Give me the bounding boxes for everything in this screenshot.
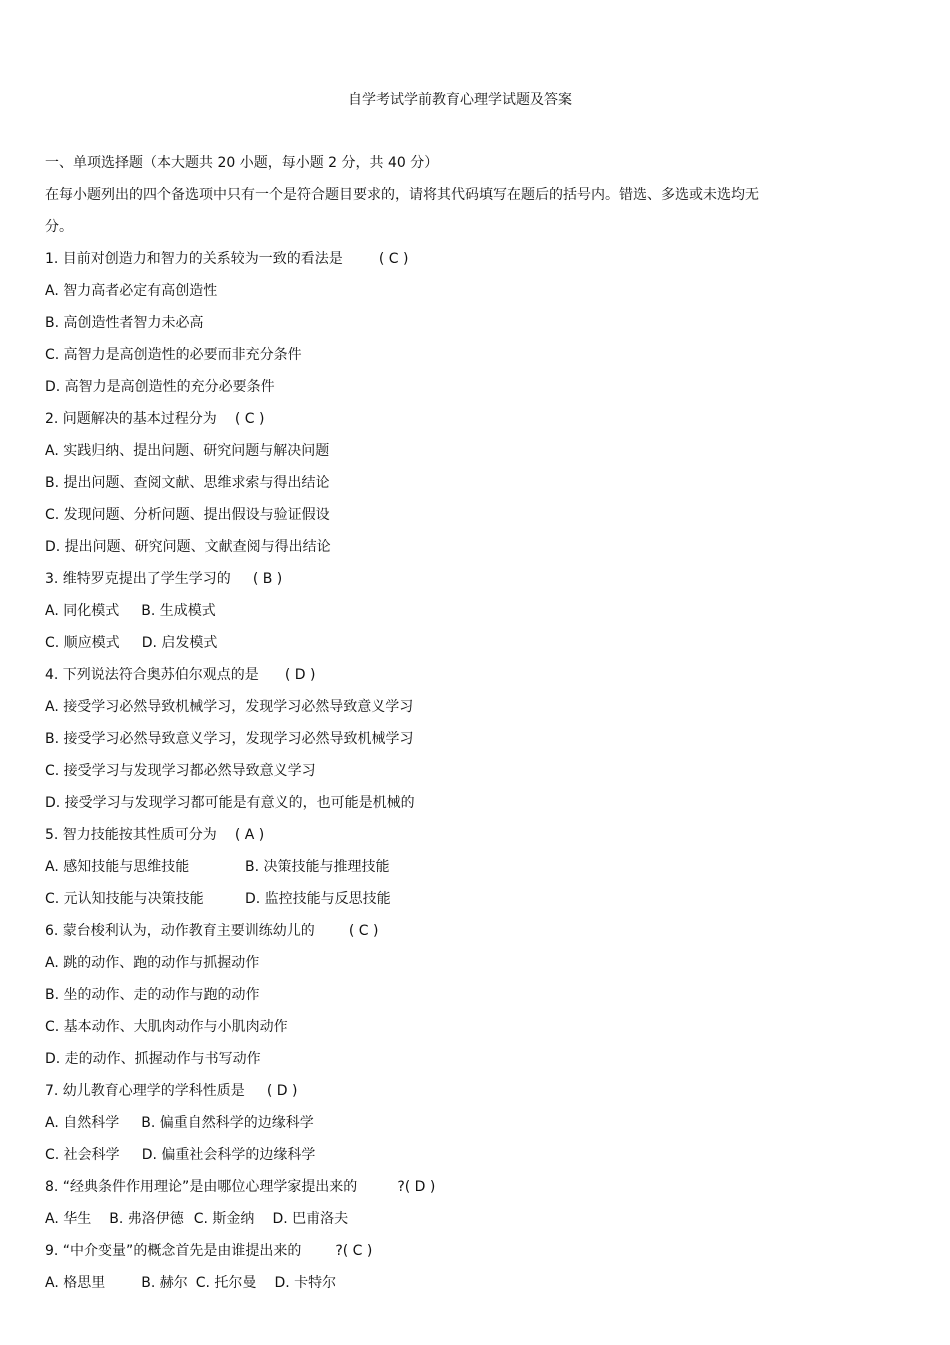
question-8-stem (45, 1176, 865, 1208)
question-stem: 5. 智力技能按其性质可分为 (45, 827, 217, 843)
option-line (45, 632, 865, 664)
option-line: D. 走的动作、抓握动作与书写动作 (45, 1051, 261, 1067)
option-line (45, 600, 865, 632)
question-answer: ?( D ) (397, 1179, 436, 1195)
option-d: D. 偏重社会科学的边缘科学 (141, 1147, 316, 1163)
question-5-stem (45, 824, 865, 856)
question-2-stem (45, 408, 865, 440)
question-stem: 9. “中介变量”的概念首先是由谁提出来的 (45, 1243, 302, 1259)
option-line: C. 发现问题、分析问题、提出假设与验证假设 (45, 507, 330, 523)
question-answer: ( D ) (284, 667, 316, 683)
option-line: B. 提出问题、查阅文献、思维求索与得出结论 (45, 475, 330, 491)
question-answer: ( A ) (234, 827, 265, 843)
option-c: C. 顺应模式 (45, 635, 120, 651)
section-instruction: 在每小题列出的四个备选项中只有一个是符合题目要求的，请将其代码填写在题后的括号内。错选、多选或未选均无 (45, 187, 759, 203)
option-a: A. 格思里 (45, 1275, 106, 1291)
option-d: D. 启发模式 (141, 635, 218, 651)
option-line (45, 1112, 865, 1144)
option-c: C. 社会科学 (45, 1147, 120, 1163)
option-b: B. 偏重自然科学的边缘科学 (141, 1115, 314, 1131)
option-a: A. 同化模式 (45, 603, 120, 619)
question-1-stem (45, 248, 865, 280)
question-answer: ( C ) (234, 411, 265, 427)
option-line: D. 高智力是高创造性的充分必要条件 (45, 379, 275, 395)
option-line: C. 接受学习与发现学习都必然导致意义学习 (45, 763, 316, 779)
option-line: A. 跳的动作、跑的动作与抓握动作 (45, 955, 260, 971)
option-a: A. 自然科学 (45, 1115, 120, 1131)
question-stem: 1. 目前对创造力和智力的关系较为一致的看法是 (45, 251, 343, 267)
option-line: B. 坐的动作、走的动作与跑的动作 (45, 987, 260, 1003)
option-line: A. 智力高者必定有高创造性 (45, 283, 218, 299)
question-4-stem (45, 664, 865, 696)
option-b: B. 生成模式 (141, 603, 216, 619)
question-9-stem (45, 1240, 865, 1272)
question-stem: 8. “经典条件作用理论”是由哪位心理学家提出来的 (45, 1179, 358, 1195)
question-answer: ?( C ) (335, 1243, 373, 1259)
document-body (45, 152, 865, 1304)
section-instruction-continued: 分。 (45, 219, 73, 235)
question-answer: ( C ) (348, 923, 379, 939)
document-title: 自学考试学前教育心理学试题及答案 (348, 92, 572, 108)
option-line: D. 提出问题、研究问题、文献查阅与得出结论 (45, 539, 331, 555)
option-b: B. 弗洛伊德 (109, 1211, 184, 1227)
option-b: B. 决策技能与推理技能 (245, 859, 390, 875)
question-answer: ( B ) (252, 571, 283, 587)
option-a: A. 感知技能与思维技能 (45, 859, 190, 875)
section-heading: 一、单项选择题（本大题共 20 小题，每小题 2 分，共 40 分） (45, 155, 439, 171)
option-d: D. 监控技能与反思技能 (245, 891, 391, 907)
option-line (45, 1272, 865, 1304)
option-line: A. 实践归纳、提出问题、研究问题与解决问题 (45, 443, 330, 459)
option-line: B. 高创造性者智力未必高 (45, 315, 204, 331)
question-stem: 7. 幼儿教育心理学的学科性质是 (45, 1083, 245, 1099)
question-stem: 4. 下列说法符合奥苏伯尔观点的是 (45, 667, 259, 683)
option-d: D. 巴甫洛夫 (272, 1211, 349, 1227)
option-line: D. 接受学习与发现学习都可能是有意义的，也可能是机械的 (45, 795, 415, 811)
option-c: C. 斯金纳 (193, 1211, 255, 1227)
question-7-stem (45, 1080, 865, 1112)
option-line (45, 888, 865, 920)
option-b: B. 赫尔 (141, 1275, 188, 1291)
option-line (45, 1144, 865, 1176)
option-line: C. 高智力是高创造性的必要而非充分条件 (45, 347, 302, 363)
question-stem: 3. 维特罗克提出了学生学习的 (45, 571, 231, 587)
question-answer: ( D ) (266, 1083, 298, 1099)
option-line (45, 1208, 865, 1240)
option-line (45, 856, 865, 888)
option-c: C. 元认知技能与决策技能 (45, 891, 204, 907)
question-stem: 6. 蒙台梭利认为，动作教育主要训练幼儿的 (45, 923, 315, 939)
option-line: B. 接受学习必然导致意义学习，发现学习必然导致机械学习 (45, 731, 414, 747)
option-c: C. 托尔曼 (195, 1275, 257, 1291)
question-stem: 2. 问题解决的基本过程分为 (45, 411, 217, 427)
option-line: C. 基本动作、大肌肉动作与小肌肉动作 (45, 1019, 288, 1035)
question-3-stem (45, 568, 865, 600)
option-a: A. 华生 (45, 1211, 92, 1227)
question-6-stem (45, 920, 865, 952)
question-answer: ( C ) (378, 251, 409, 267)
option-d: D. 卡特尔 (274, 1275, 337, 1291)
option-line: A. 接受学习必然导致机械学习，发现学习必然导致意义学习 (45, 699, 414, 715)
